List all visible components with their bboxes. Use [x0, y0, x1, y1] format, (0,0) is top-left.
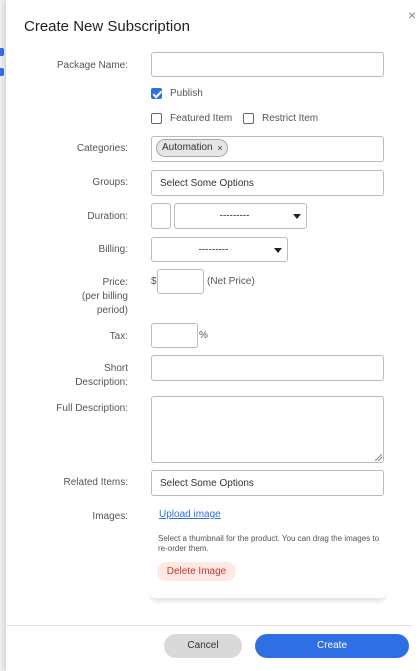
groups-label: Groups: — [92, 177, 128, 188]
cancel-button[interactable]: Cancel — [164, 634, 242, 658]
tax-suffix: % — [199, 330, 208, 341]
billing-select[interactable] — [151, 237, 288, 262]
categories-multiselect[interactable] — [151, 136, 384, 162]
short-description-label: Short — [104, 363, 128, 374]
chevron-down-icon — [293, 214, 301, 219]
publish-label: Publish — [170, 88, 203, 99]
tax-label: Tax: — [109, 331, 128, 342]
price-suffix: (Net Price) — [207, 276, 255, 287]
background-nav-marker — [0, 68, 4, 76]
package-name-input[interactable] — [151, 52, 384, 77]
image-panel-shadow — [151, 590, 385, 598]
chip-remove-icon[interactable]: × — [217, 143, 223, 153]
restrict-item-checkbox[interactable] — [243, 113, 254, 124]
duration-number-input[interactable] — [151, 203, 171, 229]
groups-multiselect[interactable] — [151, 170, 384, 196]
modal-title: Create New Subscription — [24, 18, 190, 35]
duration-select-value: --------- — [219, 210, 250, 222]
groups-placeholder: Select Some Options — [160, 178, 254, 189]
publish-checkbox[interactable] — [151, 88, 162, 99]
billing-select-value: --------- — [198, 244, 229, 255]
price-label: Price: — [102, 277, 128, 288]
category-chip-label: Automation — [162, 142, 213, 153]
categories-label: Categories: — [76, 143, 128, 154]
featured-item-label: Featured Item — [170, 113, 233, 124]
restrict-item-label: Restrict Item — [262, 113, 319, 124]
chevron-down-icon — [274, 248, 282, 253]
background-nav-marker — [0, 48, 4, 56]
featured-item-checkbox[interactable] — [151, 113, 162, 124]
create-button[interactable]: Create — [255, 634, 409, 658]
footer-divider — [6, 625, 412, 626]
billing-label: Billing: — [98, 244, 128, 255]
related-items-label: Related Items: — [63, 477, 128, 488]
resize-handle-icon[interactable] — [375, 454, 382, 461]
currency-symbol: $ — [151, 276, 157, 287]
category-chip — [156, 139, 228, 157]
upload-image-link[interactable]: Upload image — [159, 509, 221, 520]
delete-image-button[interactable]: Delete Image — [157, 562, 236, 581]
duration-unit-select[interactable] — [174, 203, 307, 229]
tax-input[interactable] — [151, 323, 198, 348]
price-sublabel: period) — [96, 305, 128, 316]
package-name-label: Package Name: — [56, 60, 128, 71]
duration-label: Duration: — [87, 211, 128, 222]
short-description-label: Description: — [75, 377, 128, 388]
close-icon[interactable]: × — [408, 7, 417, 23]
price-sublabel: (per billing — [81, 291, 128, 302]
images-hint: Select a thumbnail for the product. You can drag the images to re-order them. — [158, 534, 380, 553]
related-items-multiselect[interactable] — [151, 470, 384, 496]
price-input[interactable] — [157, 269, 204, 294]
full-description-textarea[interactable] — [151, 396, 384, 463]
related-items-placeholder: Select Some Options — [160, 478, 254, 489]
short-description-input[interactable] — [151, 355, 384, 381]
images-label: Images: — [92, 511, 128, 522]
create-subscription-modal — [6, 0, 418, 671]
full-description-label: Full Description: — [56, 403, 128, 414]
